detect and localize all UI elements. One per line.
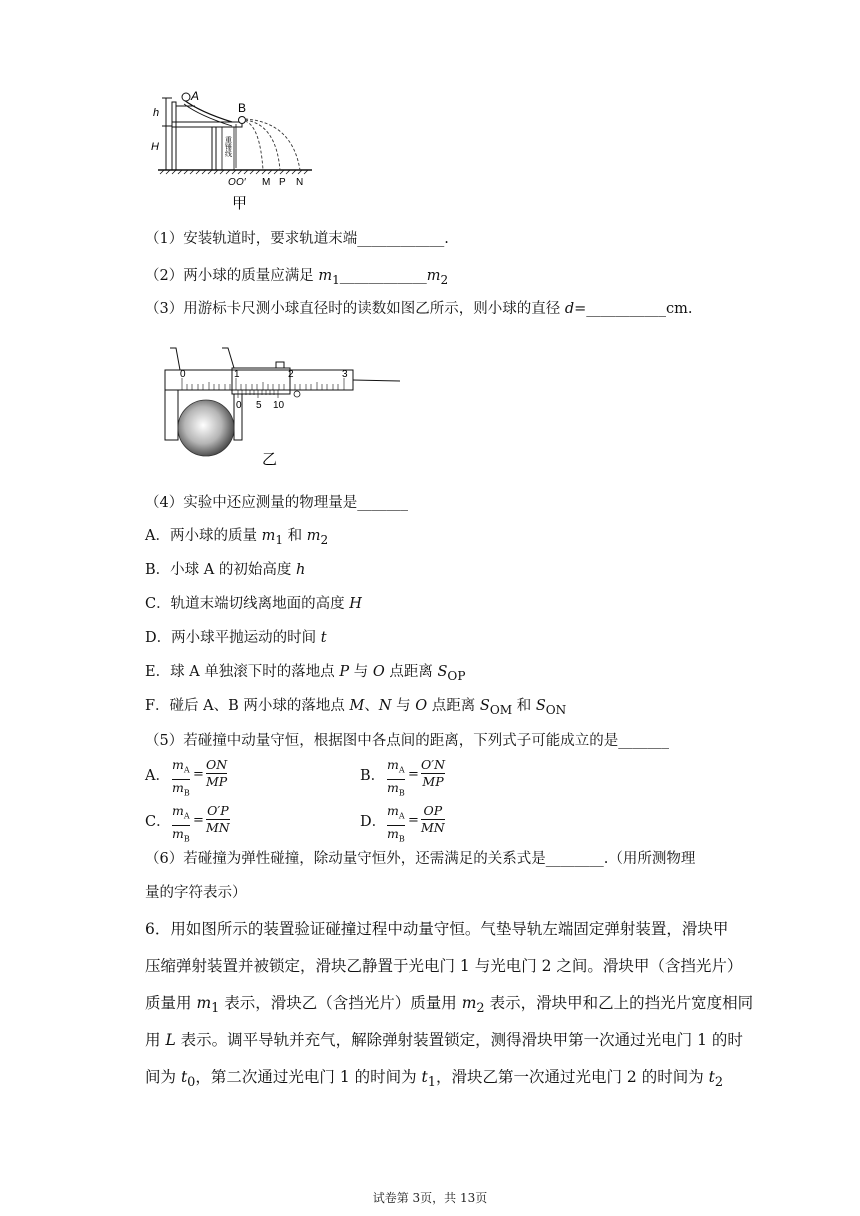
question-6-line-2: 量的字符表示） (145, 885, 247, 901)
problem-6-line-3: 质量用 $m_1$ 表示，滑块乙（含挡光片）质量用 $m_2$ 表示，滑块甲和乙上的挡光片宽度相同 (145, 994, 754, 1017)
option-f: F．碰后 A、B 两小球的落地点 M、N 与 O 点距离 $S_{OM}$ 和 $S_{ON}$ (145, 698, 567, 717)
question-2: （2）两小球的质量应满足 $m_1\_\_\_\_\_\_\_\_\_\_\_\_m_2$ (145, 268, 449, 287)
q5-option-b-lhs: $m_A$ $m_B$ (387, 757, 405, 797)
problem-6-line-2: 压缩弹射装置并被锁定，滑块乙静置于光电门 1 与光电门 2 之间。滑块甲（含挡光片） (145, 957, 743, 975)
figure-yi-caption: 乙 (262, 451, 278, 468)
label-o: O (228, 177, 236, 188)
label-p: P (279, 177, 286, 188)
option-c: C．轨道末端切线离地面的高度 H (145, 596, 362, 612)
q5-option-a-letter: A． (145, 768, 170, 784)
question-6-line-1: （6）若碰撞为弹性碰撞，除动量守恒外，还需满足的关系式是________.（用所测物理 (145, 851, 696, 867)
q5-option-d-rhs: OP MN (421, 803, 445, 835)
problem-6-line-1: 6．用如图所示的装置验证碰撞过程中动量守恒。气垫导轨左端固定弹射装置，滑块甲 (145, 920, 729, 938)
label-n: N (296, 177, 304, 188)
option-d: D．两小球平抛运动的时间 t (145, 630, 327, 646)
label-h: h (153, 107, 160, 119)
q5-option-d-lhs: $m_A$ $m_B$ (387, 803, 405, 843)
question-5: （5）若碰撞中动量守恒，根据图中各点间的距离，下列式子可能成立的是_______ (145, 733, 669, 749)
q5-option-a-lhs: $m_A$ $m_B$ (172, 757, 190, 797)
question-3: （3）用游标卡尺测小球直径时的读数如图乙所示，则小球的直径 d=___________cm. (145, 301, 693, 317)
vernier-scale-0: 0 (236, 400, 242, 411)
vernier-scale-5: 5 (256, 400, 262, 411)
option-b: B．小球 A 的初始高度 h (145, 562, 306, 578)
q5-option-a-rhs: ON MP (206, 757, 228, 789)
q5-option-c-lhs: $m_A$ $m_B$ (172, 803, 190, 843)
label-m: M (262, 177, 271, 188)
measured-ball (178, 400, 234, 456)
page-footer: 试卷第 3页，共 13页 (372, 1191, 488, 1205)
q5-option-c-rhs: O′P MN (206, 803, 230, 835)
label-o-prime: O′ (236, 177, 246, 188)
option-e: E．球 A 单独滚下时的落地点 P 与 O 点距离 $S_{OP}$ (145, 664, 466, 683)
problem-6-line-5: 间为 $t_0$，第二次通过光电门 1 的时间为 $t_1$，滑块乙第一次通过光电门 2 的时间为 $t_2$ (145, 1068, 724, 1091)
label-H: H (151, 141, 159, 153)
problem-6-line-4: 用 L 表示。调平导轨并充气，解除弹射装置锁定，测得滑块甲第一次通过光电门 1 的时 (145, 1031, 743, 1049)
point-a-label: A (191, 89, 200, 103)
vernier-scale-10: 10 (273, 400, 285, 411)
main-scale-1: 1 (234, 369, 240, 380)
main-scale-0: 0 (180, 369, 186, 380)
question-1: （1）安装轨道时，要求轨道末端____________. (145, 231, 449, 247)
q5-option-b-letter: B． (360, 768, 386, 784)
q5-option-d-letter: D． (360, 814, 387, 830)
q5-option-c-letter: C． (145, 814, 171, 830)
main-scale-2: 2 (288, 369, 294, 380)
figure-yi-caliper (160, 340, 405, 475)
main-scale-3: 3 (342, 369, 348, 380)
figure-jia-caption: 甲 (232, 195, 248, 212)
plumb-line-label: 重锤线 (224, 136, 232, 157)
q5-option-b-rhs: O′N MP (421, 757, 446, 789)
question-4: （4）实验中还应测量的物理量是_______ (145, 495, 408, 511)
option-a: A．两小球的质量 $m_1$ 和 $m_2$ (145, 528, 329, 547)
figure-jia (150, 84, 320, 214)
point-b-label: B (238, 101, 247, 115)
